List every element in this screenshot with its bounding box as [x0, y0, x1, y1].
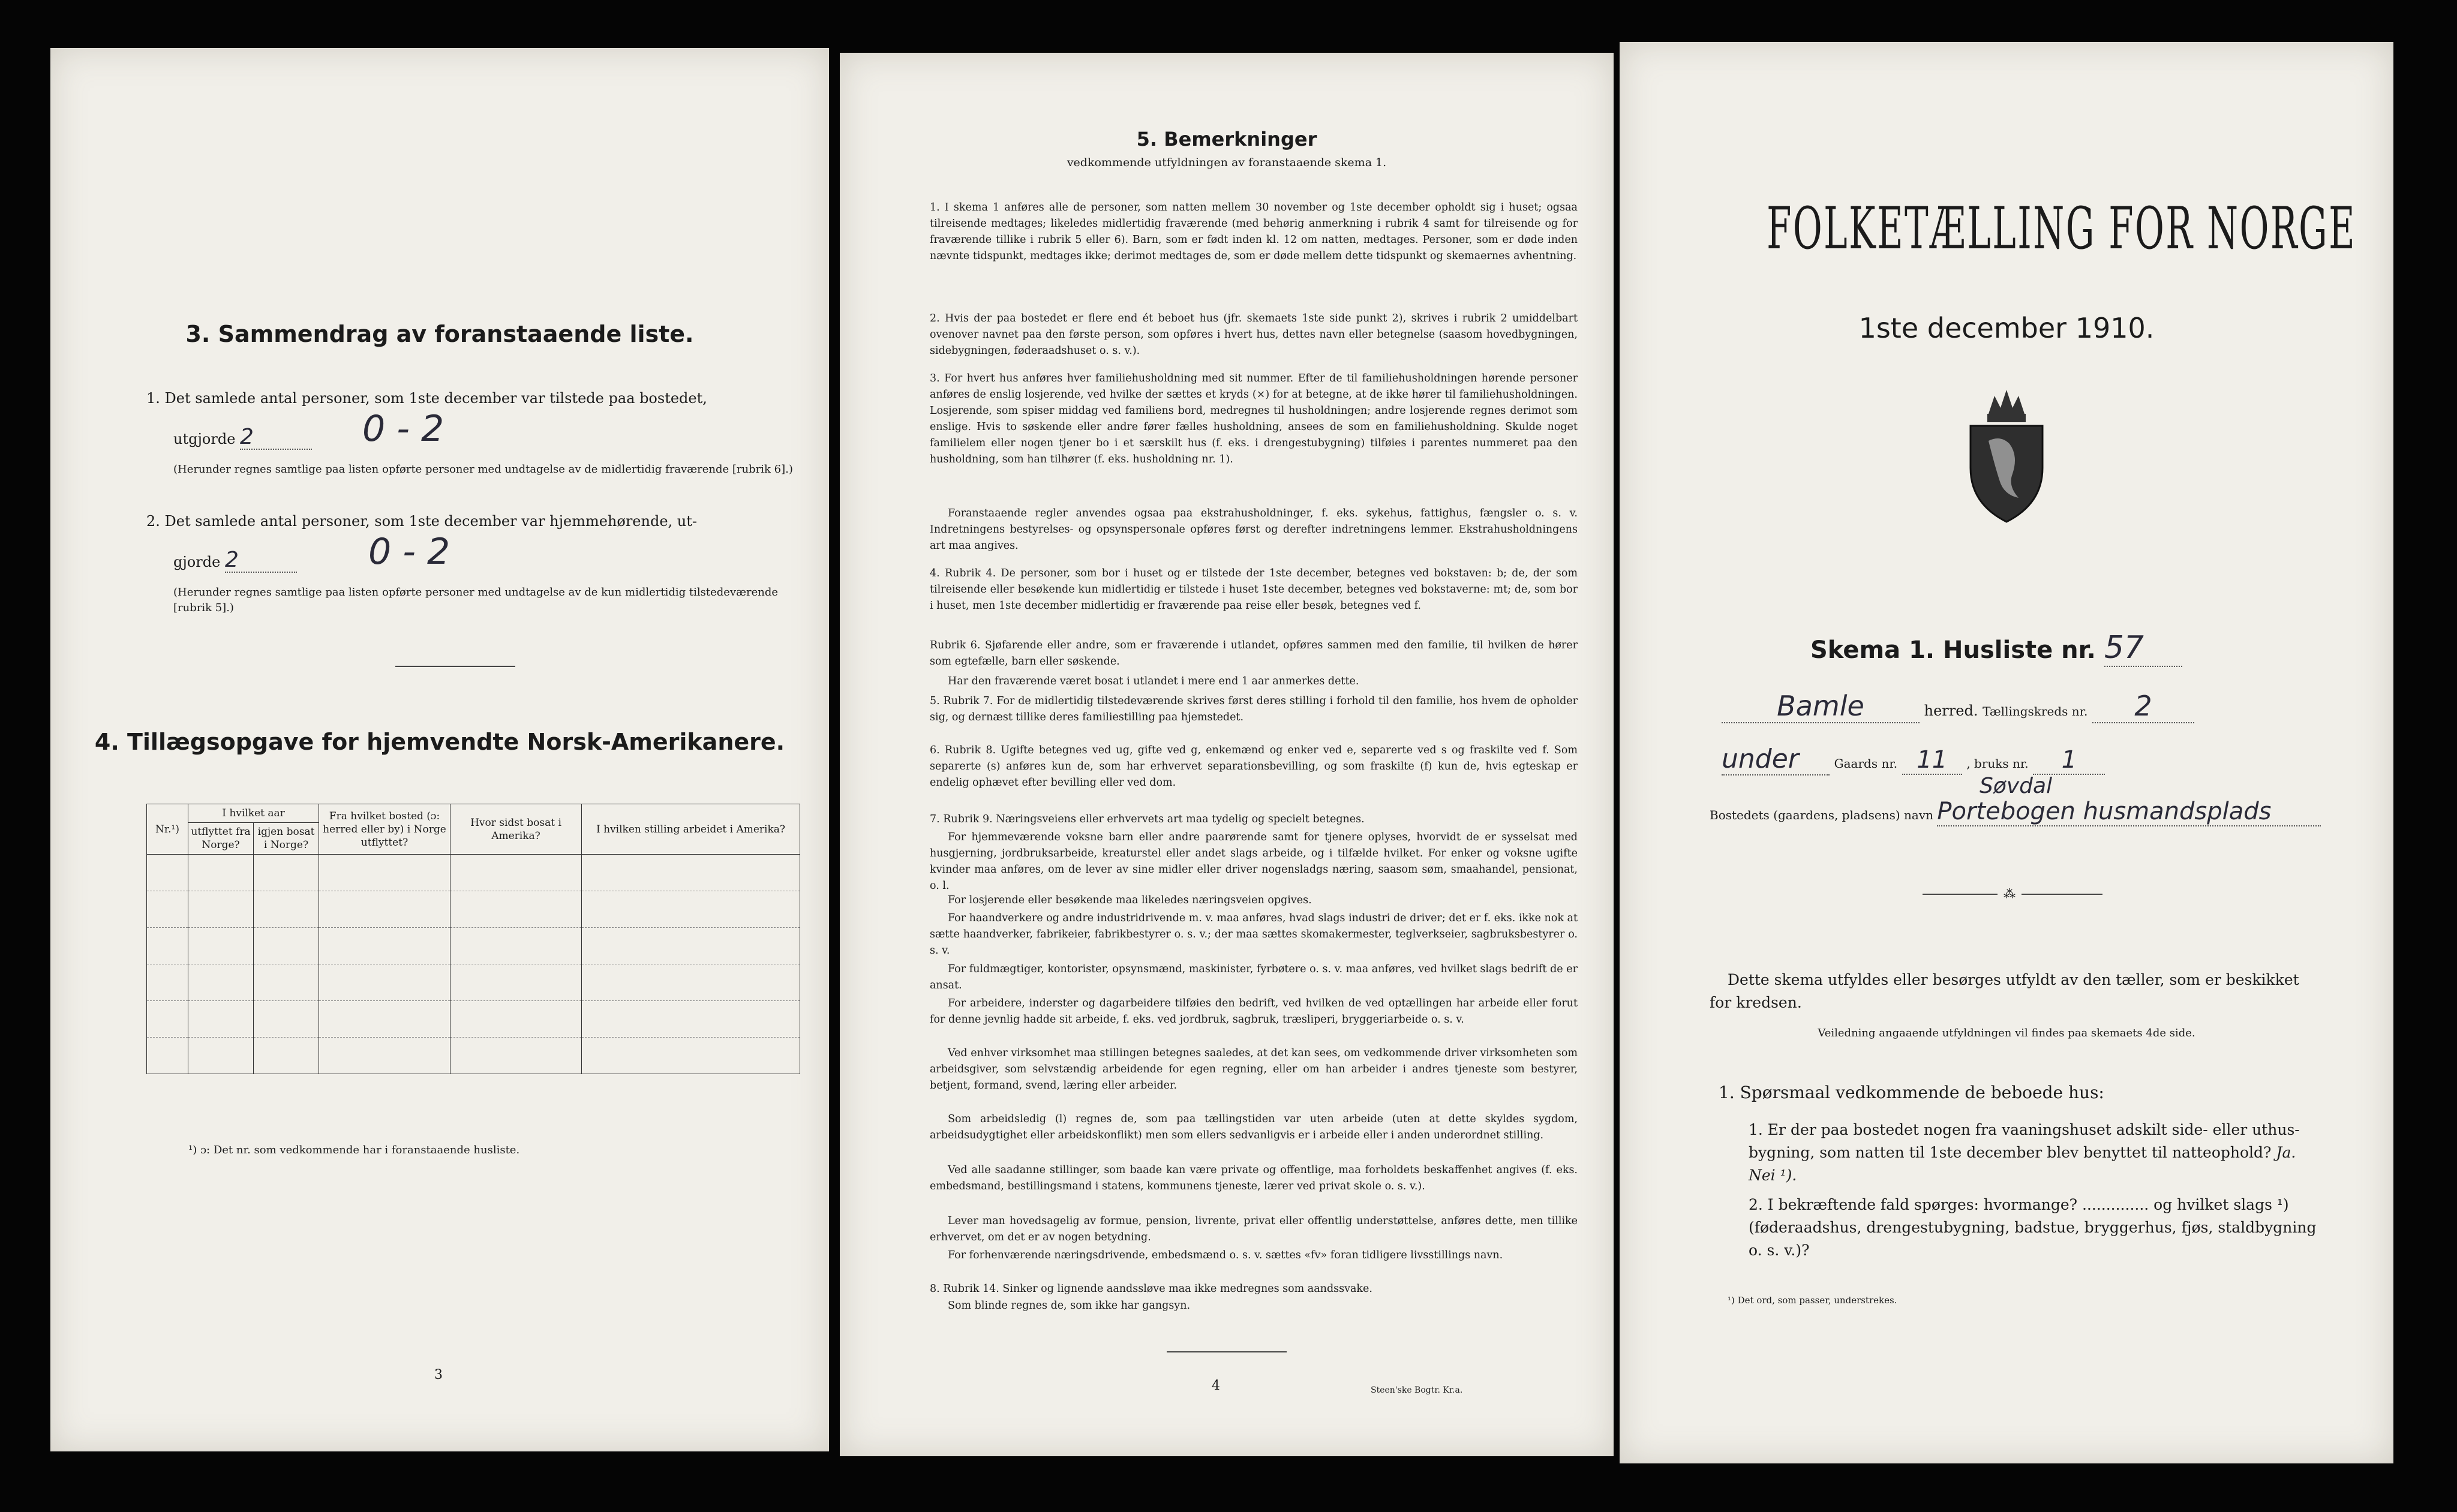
item1-prefix: utgjorde: [173, 431, 236, 447]
right-page: [1620, 42, 2393, 1463]
q1-heading: 1. Spørsmaal vedkommende de beboede hus:: [1719, 1083, 2104, 1102]
gaards-line: [1722, 744, 2381, 775]
table-row: [147, 964, 800, 1001]
bruks-label: , bruks nr.: [1966, 756, 2029, 771]
gaards-value: 11: [1902, 746, 1962, 775]
herred-value: Bamle: [1722, 690, 1920, 723]
bosted-line: [1710, 798, 2387, 826]
item2-annotation: 0 - 2: [368, 531, 450, 573]
bosted-label: Bostedets (gaardens, pladsens) navn: [1710, 808, 1933, 822]
page-number: 3: [434, 1367, 443, 1382]
note-4c: Har den fraværende været bosat i utlandet i mere end 1 aar anmerkes dette.: [948, 675, 1359, 687]
note-7: 7. Rubrik 9. Næringsveiens eller erhvervets art maa tydelig og specielt betegnes.: [930, 813, 1365, 825]
item2-line: [173, 549, 297, 573]
col-out: utflyttet fra Norge?: [188, 823, 254, 855]
schema-label: Skema 1. Husliste nr.: [1810, 636, 2096, 664]
note-7j: For forhenværende næringsdrivende, embedsmænd o. s. v. sættes «fv» foran tidligere livsstillings navn.: [948, 1249, 1503, 1261]
q1-1-text: 1. Er der paa bostedet nogen fra vaaningshuset adskilt side- eller uthus-bygning, som natten til 1ste december blev benyttet til natteophold?: [1749, 1121, 2300, 1161]
table-row: [147, 855, 800, 891]
bruks-value: 1: [2033, 746, 2105, 775]
instruction: Dette skema utfyldes eller besørges utfyldt av den tæller, som er beskikket for kredsen.: [1710, 971, 2299, 1011]
herred-line: [1722, 690, 2381, 723]
note-5: 5. Rubrik 7. For de midlertidig tilstedeværende skrives først deres stilling i forhold til den familie, hos hvem de opholder sig, og dernæst tillike deres familiestilling paa hjemstedet.: [930, 695, 1578, 723]
col-nr: Nr.¹): [147, 804, 188, 855]
divider: [395, 666, 515, 667]
note-8b: Som blinde regnes de, som ikke har gangsyn.: [948, 1300, 1191, 1312]
note-7g: Som arbeidsledig (l) regnes de, som paa tællingstiden var uten arbeide (uten at dette skyldes sygdom, arbeidsudygtighet eller arbeidskonflikt) men som ellers sedvanligvis er i arbeide eller i anden underordnet stilling.: [930, 1113, 1578, 1141]
coat-of-arms-icon: [1953, 384, 2060, 528]
item1-annotation: 0 - 2: [362, 408, 444, 450]
note-4: 4. Rubrik 4. De personer, som bor i huset og er tilstede der 1ste december, betegnes ved bokstaven: b; de, der som tilreisende eller besøkende kun midlertidig er tilstede i huset 1ste december, betegnes ved bokstaverne: mt; de, som bor i huset, men 1ste december midlertidig er fraværende paa reise eller besøk, betegnes ved f.: [930, 567, 1578, 612]
bosted-value-upper: Søvdal: [1980, 774, 2053, 798]
husliste-nr: 57: [2104, 630, 2182, 667]
herred-label: herred.: [1924, 702, 1978, 719]
item1-text: 1. Det samlede antal personer, som 1ste december var tilstede paa bostedet,: [146, 390, 707, 407]
instruction-small: Veiledning angaaende utfyldningen vil findes paa skemaets 4de side.: [1818, 1027, 2195, 1039]
note-6: 6. Rubrik 8. Ugifte betegnes ved ug, gifte ved g, enkemænd og enker ved e, separerte ved s og fraskilte ved f. Som separerte (s) anføres kun de, som har erhvervet separationsbevilling, og som fraskilte (f) kun de, hvis egteskap er endelig ophævet efter bevilling eller ved dom.: [930, 744, 1578, 789]
col-from: Fra hvilket bosted (ɔ: herred eller by) i Norge utflyttet?: [319, 804, 450, 855]
note-7h: Ved alle saadanne stillinger, som baade kan være private og offentlige, maa forholdets beskaffenhet angives (f. eks. embedsmand, bestillingsmand i statens, kommunens tjeneste, lærer ved privat skole o. s. v.).: [930, 1164, 1578, 1192]
table-row: [147, 928, 800, 964]
note-7e: For arbeidere, inderster og dagarbeidere tilføies den bedrift, ved hvilken de ved optællingen har arbeide eller forut for denne jevnlig hadde sit arbeide, f. eks. ved jordbruk, sagbruk, træsliperi, bryggeriarbeide o. s. v.: [930, 997, 1578, 1026]
page-number: 4: [1212, 1378, 1220, 1393]
col-back: igjen bosat i Norge?: [254, 823, 319, 855]
note-8: 8. Rubrik 14. Sinker og lignende aandssløve maa ikke medregnes som aandssvake.: [930, 1283, 1372, 1295]
note-7c: For haandverkere og andre industridrivende m. v. maa anføres, hvad slags industri de driver; det er f. eks. ikke nok at sætte haandverker, fabrikeier, fabrikbestyrer o. s. v.; der maa sættes skomakermester, teglverkseier, sagbruksbestyrer o. s. v.: [930, 912, 1578, 957]
table-row: [147, 1001, 800, 1038]
divider: [1167, 1351, 1287, 1352]
item1-value: 2: [240, 426, 312, 450]
kreds-value: 2: [2092, 690, 2194, 723]
note-3b: Foranstaaende regler anvendes ogsaa paa ekstrahusholdninger, f. eks. sykehus, fattighus, fængsler o. s. v. Indretningens bestyrelses- og opsynspersonale opføres først og derefter indretningens lemmer. Ekstrahusholdningens art maa angives.: [930, 507, 1578, 552]
section4-title: 4. Tillægsopgave for hjemvendte Norsk-Amerikanere.: [94, 729, 785, 755]
item1-note: (Herunder regnes samtlige paa listen opførte personer med undtagelse av de midlertidig fraværende [rubrik 6].): [173, 463, 793, 476]
note-4b: Rubrik 6. Sjøfarende eller andre, som er fraværende i utlandet, opføres sammen med den familie, til hvilken de hører som egtefælle, barn eller søskende.: [930, 639, 1578, 668]
note-7a: For hjemmeværende voksne barn eller andre paarørende samt for tjenere oplyses, hvorvidt de er sysselsat med husgjerning, jordbruksarbeide, kreaturstel eller andet slags arbeide, og i tilfælde hvilket. For enker og voksne ugifte kvinder maa anføres, om de lever av sine midler eller driver nogensladgs næring, saasom søm, smaahandel, pensionat, o. l.: [930, 831, 1578, 892]
main-title: FOLKETÆLLING FOR NORGE: [1767, 195, 2357, 262]
note-7b: For losjerende eller besøkende maa likeledes næringsveien opgives.: [948, 894, 1312, 906]
section3-title: 3. Sammendrag av foranstaaende liste.: [185, 321, 694, 347]
note-2: 2. Hvis der paa bostedet er flere end ét beboet hus (jfr. skemaets 1ste side punkt 2), skrives i rubrik 2 umiddelbart ovenover navnet paa den første person, som opføres i hvert hus, dettes navn eller betegnelse (saasom hovedbygningen, sidebygningen, føderaadshuset o. s. v.).: [930, 312, 1578, 357]
kreds-label: Tællingskreds nr.: [1983, 704, 2088, 719]
col-work: I hvilken stilling arbeidet i Amerika?: [582, 804, 800, 855]
note-3: 3. For hvert hus anføres hver familiehusholdning med sit nummer. Efter de til familiehusholdningen hørende personer anføres de enslig losjerende, ved hvilke der sættes et kryds (×) for at betegne, at de ikke hører til familiehusholdningen. Losjerende, som spiser middag ved familiens bord, medregnes til husholdningen; andre losjerende regnes derimot som enslige. Hvis to søskende eller andre fører fælles husholdning, ansees de som en familiehusholdning. Skulde noget familielem eller nogen tjener bo i et særskilt hus (f. eks. i drengestubygning) tilføies i parentes nummeret paa den husholdning, som han tilhører (f. eks. husholdning nr. 1).: [930, 372, 1578, 465]
col-year: I hvilket aar: [188, 804, 319, 823]
col-america: Hvor sidst bosat i Amerika?: [450, 804, 582, 855]
q1-1-answer: Ja. Nei ¹).: [1749, 1144, 2296, 1184]
gaards-label: Gaards nr.: [1834, 756, 1898, 771]
table-footnote: ¹) ɔ: Det nr. som vedkommende har i foranstaaende husliste.: [188, 1144, 520, 1156]
norsk-amerikaner-table: [146, 804, 800, 1074]
table-row: [147, 1038, 800, 1074]
table-row: [147, 891, 800, 928]
q1-2: 2. I bekræftende fald spørges: hvormange? .............. og hvilket slags ¹) (føderaadshus, drengestubygning, badstue, bryggerhus, fjøs, staldbygning o. s. v.)?: [1749, 1196, 2317, 1259]
q1-1: [1749, 1119, 2318, 1187]
note-7i: Lever man hovedsagelig av formue, pension, livrente, privat eller offentlig understøttelse, anføres dette, men tillike erhvervet, om det er av nogen betydning.: [930, 1215, 1578, 1243]
note-1: 1. I skema 1 anføres alle de personer, som natten mellem 30 november og 1ste december opholdt sig i huset; ogsaa tilreisende medtages; likeledes midlertidig fraværende (med behørig anmerkning i rubrik 4 samt for tilreisende og for fraværende tillike i rubrik 5 eller 6). Barn, som er født inden kl. 12 om natten, medtages. Personer, som er døde inden nævnte tidspunkt, medtages ikke; derimot medtages de, som er døde mellem dette tidspunkt og skemaernes avhentning.: [930, 202, 1578, 262]
item2-note: (Herunder regnes samtlige paa listen opførte personer med undtagelse av de kun midlertidig tilstedeværende [rubrik 5].): [173, 586, 779, 614]
bosted-value: Portebogen husmandsplads: [1937, 798, 2321, 826]
item2-text: 2. Det samlede antal personer, som 1ste december var hjemmehørende, ut-: [146, 513, 697, 530]
item2-prefix: gjorde: [173, 554, 221, 570]
bemerkninger-title: 5. Bemerkninger: [1136, 128, 1317, 151]
bemerkninger-subtitle: vedkommende utfyldningen av foranstaaende skema 1.: [1067, 156, 1387, 169]
middle-page: [840, 53, 1614, 1456]
item1-line: [173, 426, 312, 450]
schema-line: [1810, 630, 2182, 667]
note-7f: Ved enhver virksomhet maa stillingen betegnes saaledes, at det kan sees, om vedkommende driver virksomheten som arbeidsgiver, som selvstændig arbeidende for egen regning, eller om han arbeider i andres tjeneste som bestyrer, betjent, formand, svend, læring eller arbeider.: [930, 1047, 1578, 1092]
right-footnote: ¹) Det ord, som passer, understrekes.: [1728, 1295, 1897, 1306]
left-page: [50, 48, 829, 1451]
item2-value: 2: [225, 549, 297, 573]
ornament-icon: ⁂: [1998, 886, 2022, 901]
note-7d: For fuldmægtiger, kontorister, opsynsmænd, maskinister, fyrbøtere o. s. v. maa anføres, ved hvilket slags bedrift de er ansat.: [930, 963, 1578, 991]
census-date: 1ste december 1910.: [1858, 312, 2155, 344]
under-value: under: [1722, 744, 1830, 775]
printer-mark: Steen'ske Bogtr. Kr.a.: [1371, 1385, 1463, 1395]
